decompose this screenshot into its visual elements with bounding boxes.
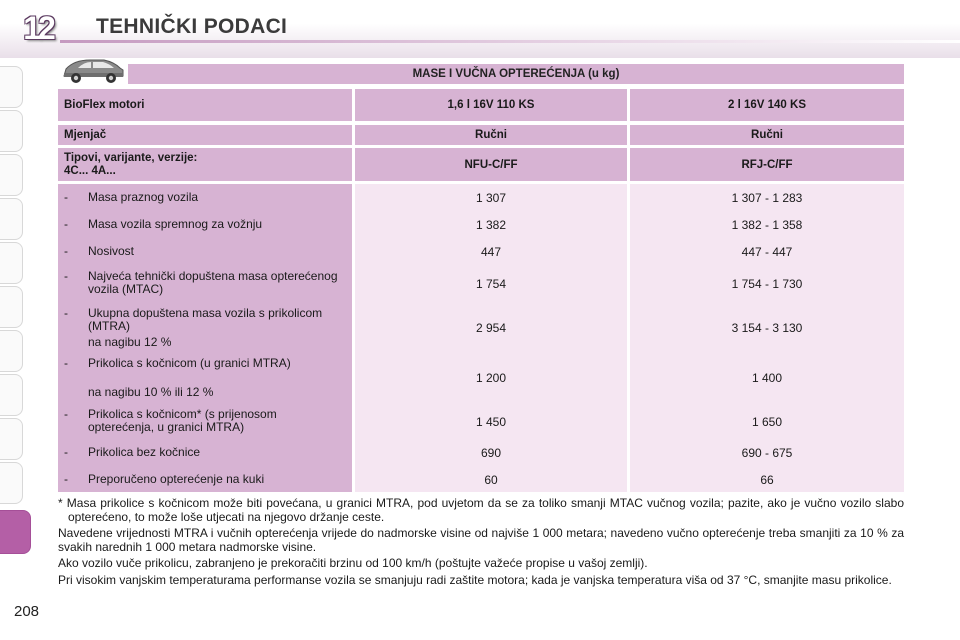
row-value-2: 1 650 bbox=[751, 415, 783, 429]
note-paragraph: Ako vozilo vuče prikolicu, zabranjeno je prekoračiti brzinu od 100 km/h (poštujte važeće propise u vašoj zemlji). bbox=[58, 556, 648, 570]
row-value-1: 1 450 bbox=[475, 415, 507, 429]
chapter-number-badge: 12 bbox=[23, 9, 53, 46]
types-label bbox=[58, 148, 352, 181]
row-label: Nosivost bbox=[88, 244, 135, 258]
row-label: Prikolica s kočnicom (u granici MTRA) bbox=[88, 356, 291, 370]
row-label: Najveća tehnički dopuštena masa opterećenog vozila (MTAC) bbox=[88, 269, 338, 296]
column-header-engine-1: 1,6 l 16V 110 KS bbox=[355, 89, 627, 121]
row-value-2: 447 - 447 bbox=[741, 245, 793, 259]
row-value-2: 1 382 - 1 358 bbox=[731, 218, 803, 232]
table-row-types bbox=[58, 148, 904, 181]
chapter-side-tabs bbox=[0, 58, 26, 618]
row-value-2: 66 bbox=[760, 473, 774, 487]
footnote: * Masa prikolice s kočnicom može biti povećana, u granici MTRA, pod uvjetom da se za toliko smanji MTAC vučnog vozila; pazite, ako je vučno vozilo slabo opterećeno, to može loše utjecati na njegovo držanje ceste. bbox=[58, 496, 904, 524]
types-value-1: NFU-C/FF bbox=[355, 148, 627, 181]
row-label: Masa praznog vozila bbox=[88, 190, 199, 204]
row-value-1: 1 307 bbox=[475, 191, 507, 205]
row-value-2: 1 400 bbox=[751, 371, 783, 385]
row-sublabel: na nagibu 12 % bbox=[88, 335, 172, 349]
table-header-engines bbox=[58, 89, 904, 121]
side-tab-9[interactable] bbox=[0, 418, 23, 460]
column-header-engine: BioFlex motori bbox=[58, 89, 352, 121]
side-tab-6[interactable] bbox=[0, 286, 23, 328]
row-label: Prikolica s kočnicom* (s prijenosom opterećenja, u granici MTRA) bbox=[88, 407, 277, 434]
gearbox-label: Mjenjač bbox=[58, 125, 352, 145]
table-body: - Masa praznog vozila 1 307 1 307 - 1 283 - Masa vozila spremnog za vožnju 1 382 1 382 - 1 358 - Nosivost 447 447 - 447 - Najveća tehnički dopuštena masa opterećenog vozila (MTAC) 1 754 1 754 - 1 730 - Ukupna dopuštena masa vozila s prikolicom (MTRA) na nagibu 12 % 2 954 3 154 - 3 130 - Prikolica s kočnicom (u granici MTRA) na nagibu 10 % ili 12 % 1 200 1 400 - Prikolica s kočnicom* (s prijenosom opterećenja, u granici MTRA) 1 450 1 650 - Prikolica bez kočnice 690 690 - 675 - Preporučeno opterećenje na kuki 60 66 bbox=[58, 184, 904, 492]
row-value-1: 690 bbox=[480, 446, 502, 460]
table-title: MASE I VUČNA OPTEREĆENJA (u kg) bbox=[128, 64, 904, 84]
side-tab-10[interactable] bbox=[0, 462, 23, 504]
side-tab-1[interactable] bbox=[0, 66, 23, 108]
row-sublabel: na nagibu 10 % ili 12 % bbox=[88, 385, 214, 399]
note-paragraph: Pri visokim vanjskim temperaturama performanse vozila se smanjuju radi zaštite motora; kada je vanjska temperatura viša od 37 °C, smanjite masu prikolice. bbox=[58, 572, 892, 587]
row-value-2: 1 754 - 1 730 bbox=[731, 277, 803, 291]
gearbox-value-1: Ručni bbox=[355, 125, 627, 145]
row-value-1: 447 bbox=[480, 245, 502, 259]
types-label-line2: 4C... 4A... bbox=[64, 164, 116, 177]
column-header-engine-2: 2 l 16V 140 KS bbox=[630, 89, 904, 121]
side-tab-5[interactable] bbox=[0, 242, 23, 284]
types-label-line1: Tipovi, varijante, verzije: bbox=[64, 151, 198, 164]
side-tab-8[interactable] bbox=[0, 374, 23, 416]
side-tab-7[interactable] bbox=[0, 330, 23, 372]
types-value-2: RFJ-C/FF bbox=[630, 148, 904, 181]
row-value-1: 60 bbox=[484, 473, 498, 487]
side-tab-active[interactable] bbox=[0, 510, 31, 554]
row-label: Preporučeno opterećenje na kuki bbox=[88, 472, 265, 486]
row-value-2: 1 307 - 1 283 bbox=[731, 191, 803, 205]
header-divider bbox=[60, 40, 960, 43]
chapter-title: TEHNIČKI PODACI bbox=[96, 15, 288, 38]
row-value-1: 2 954 bbox=[475, 321, 507, 335]
row-value-2: 690 - 675 bbox=[741, 446, 793, 460]
row-value-1: 1 382 bbox=[475, 218, 507, 232]
row-value-1: 1 200 bbox=[475, 371, 507, 385]
page-number: 208 bbox=[14, 603, 40, 620]
table-row-gearbox bbox=[58, 125, 904, 145]
row-label: Ukupna dopuštena masa vozila s prikolicom (MTRA) bbox=[88, 306, 323, 333]
side-tab-2[interactable] bbox=[0, 110, 23, 152]
note-paragraph: Navedene vrijednosti MTRA i vučnih opterećenja vrijede do nadmorske visine od najviše 1 000 metara; navedeno vučno opterećenje treba smanjiti za 10 % za svakih narednih 1 000 metara nadmorske visine. bbox=[58, 526, 904, 554]
notes-section bbox=[58, 497, 904, 590]
row-label: Prikolica bez kočnice bbox=[88, 445, 201, 459]
row-value-2: 3 154 - 3 130 bbox=[731, 321, 803, 335]
side-tab-3[interactable] bbox=[0, 154, 23, 196]
gearbox-value-2: Ručni bbox=[630, 125, 904, 145]
side-tab-4[interactable] bbox=[0, 198, 23, 240]
car-icon bbox=[60, 56, 126, 84]
row-value-1: 1 754 bbox=[475, 277, 507, 291]
row-label: Masa vozila spremnog za vožnju bbox=[88, 217, 263, 231]
